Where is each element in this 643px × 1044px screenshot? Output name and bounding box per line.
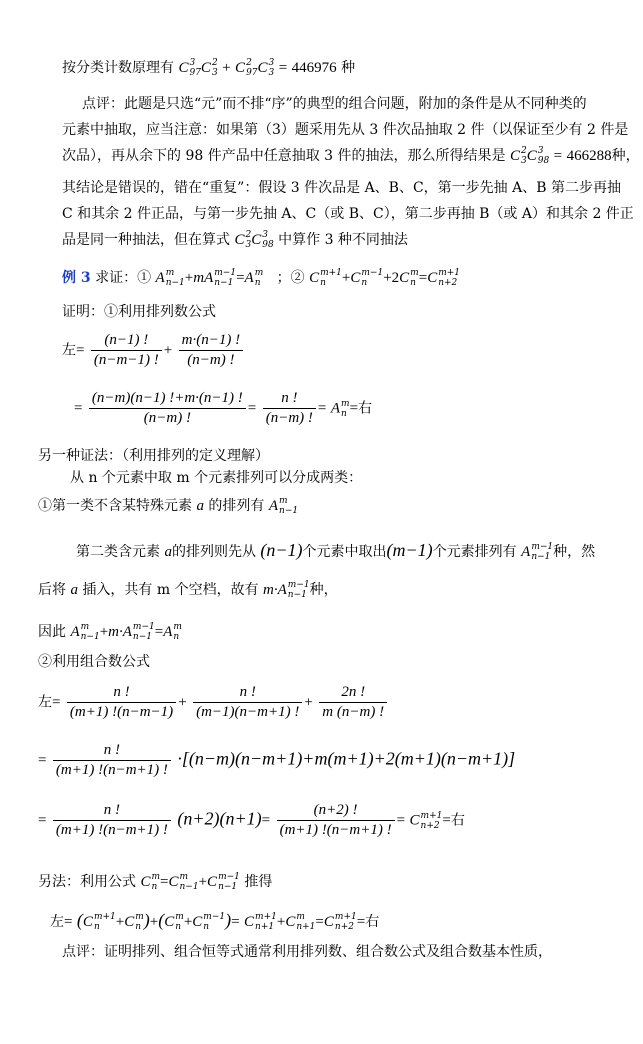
alt-proof-intro: 从 n 个元素中取 m 个元素排列可以分成两类： [70, 470, 363, 486]
proof-2-eq-3: = $\frac{n !}{(m+1) !(n-m+1) !}$ (n+2)(n+1)= $\frac{(n+2) !}{(m+1) !(n-m+1) !}$ = C m+1 n+2 =右 [38, 802, 465, 838]
text: 后将 [38, 582, 66, 598]
text: 另法：利用公式 [38, 874, 136, 890]
text: ；② [276, 270, 305, 286]
comment-2: 点评：证明排列、组合恒等式通常利用排列数、组合数公式及组合数基本性质， [62, 944, 552, 960]
class-2: 第二类含元素 a的排列则先从 (n−1)个元素中取出(m−1)个元素排列有 A m−1 n−1 种，然 [76, 540, 596, 562]
other-proof-eq: 左= (C m+1 n +C m n )+(C m n +C m−1 n )= C m+1 n+1 +C m n+1 =C m+1 n+2 =右 [50, 910, 380, 932]
proof-1-eq-1: 左= $\frac{(n-1) !}{(n-m-1) !}$ + $\frac{m\cdot(n-1) !}{(n-m) !}$ [62, 332, 245, 369]
comment-line-3: 次品），再从余下的 98 件产品中任意抽取 3 件的抽法，那么所得结果是 C 2 3 C 3 98 = 466288种， [62, 146, 640, 166]
comment-line-4: 其结论是错误的，错在“重复”：假设 3 件次品是 A、B、C，第一步先抽 A、B 第二步再抽 [62, 180, 621, 196]
left-label: 左 [62, 342, 76, 359]
comment-line-1: 点评：此题是只选“元”而不排“序”的典型的组合问题，附加的条件是从不同种类的 [82, 96, 587, 112]
text: 的排列有 [208, 498, 265, 514]
left-label: 左 [50, 914, 64, 930]
value: 466288 [566, 148, 612, 164]
text: 按分类计数原理有 [62, 60, 174, 76]
text: 次品），再从余下的 98 件产品中任意抽取 3 件的抽法，那么所得结果是 [62, 148, 506, 164]
text: 种 [341, 60, 356, 76]
comment-line-6: 品是同一种抽法，但在算式 C 2 3 C 3 98 中算作 3 种不同抽法 [62, 230, 408, 250]
value: 446976 [291, 60, 337, 76]
proof-2-eq-1: 左= $\frac{n !}{(m+1) !(n-m-1)}$ + $\frac{n !}{(m-1)(n-m+1) !}$ + $\frac{2n !}{m (n-m) !}$ [38, 684, 389, 721]
text: 推得 [244, 874, 273, 890]
text: 中算作 3 种不同抽法 [278, 232, 408, 248]
text: 的排列则先从 [171, 544, 256, 560]
proof-2-title: ②利用组合数公式 [38, 654, 150, 670]
text: 种，然 [553, 544, 596, 560]
text: 因此 [38, 624, 66, 640]
proof-1-title: 证明：①利用排列数公式 [62, 304, 216, 320]
comment-line-5: C 和其余 2 件正品，与第一步先抽 A、C（或 B、C），第二步再抽 B（或 A）和其余 2 件正 [62, 206, 634, 222]
right-label: 右 [365, 914, 380, 930]
example-label: 例 3 [62, 270, 91, 286]
class-2-cont: 后将 a 插入，共有 m 个空档，故有 m·A m−1 n−1 种， [38, 580, 338, 600]
example-3: 例 3 求证：① A m n−1 +mA m−1 n−1 =A m n ；② C m+1 n +C m−1 n +2C m n =C m+1 n+2 [62, 268, 461, 288]
text: 第二类含元素 [76, 544, 160, 560]
alt-proof-title: 另一种证法：（利用排列的定义理解） [38, 448, 269, 464]
text: 插入，共有 m 个空档，故有 [82, 582, 259, 598]
text: 品是同一种抽法，但在算式 [62, 232, 230, 248]
right-label: 右 [358, 400, 373, 417]
proof-2-eq-2: = $\frac{n !}{(m+1) !(n-m+1) !}$ ·[(n−m)(n−m+1)+m(m+1)+2(m+1)(n−m+1)] [38, 742, 516, 778]
class-1: ①第一类不含某特殊元素 a 的排列有 A m n−1 [38, 496, 299, 516]
count-line: 按分类计数原理有 C 3 97 C 2 3 + C 2 97 C 3 3 = 446976 种 [62, 58, 356, 78]
left-label: 左 [38, 694, 52, 711]
comment-line-2: 元素中抽取，应当注意：如果第（3）题采用先从 3 件次品抽取 2 件（以保证至少有 2 件是 [62, 122, 629, 138]
text: 个元素排列有 [432, 544, 517, 560]
text: 求证：① [95, 270, 152, 286]
other-proof: 另法：利用公式 C m n =C m n−1 +C m−1 n−1 推得 [38, 872, 273, 892]
right-label: 右 [450, 812, 465, 829]
text: 种， [309, 582, 338, 598]
proof-1-eq-2: = $\frac{(n-m)(n-1) !+m\cdot(n-1) !}{(n-m) !}$ = $\frac{n !}{(n-m) !}$ = A m n =右 [74, 390, 373, 426]
conclusion: 因此 A m n−1 +m·A m−1 n−1 =A m n [38, 622, 182, 642]
text: ①第一类不含某特殊元素 [38, 498, 192, 514]
text: 种， [611, 148, 640, 164]
text: 个元素中取出 [302, 544, 387, 560]
